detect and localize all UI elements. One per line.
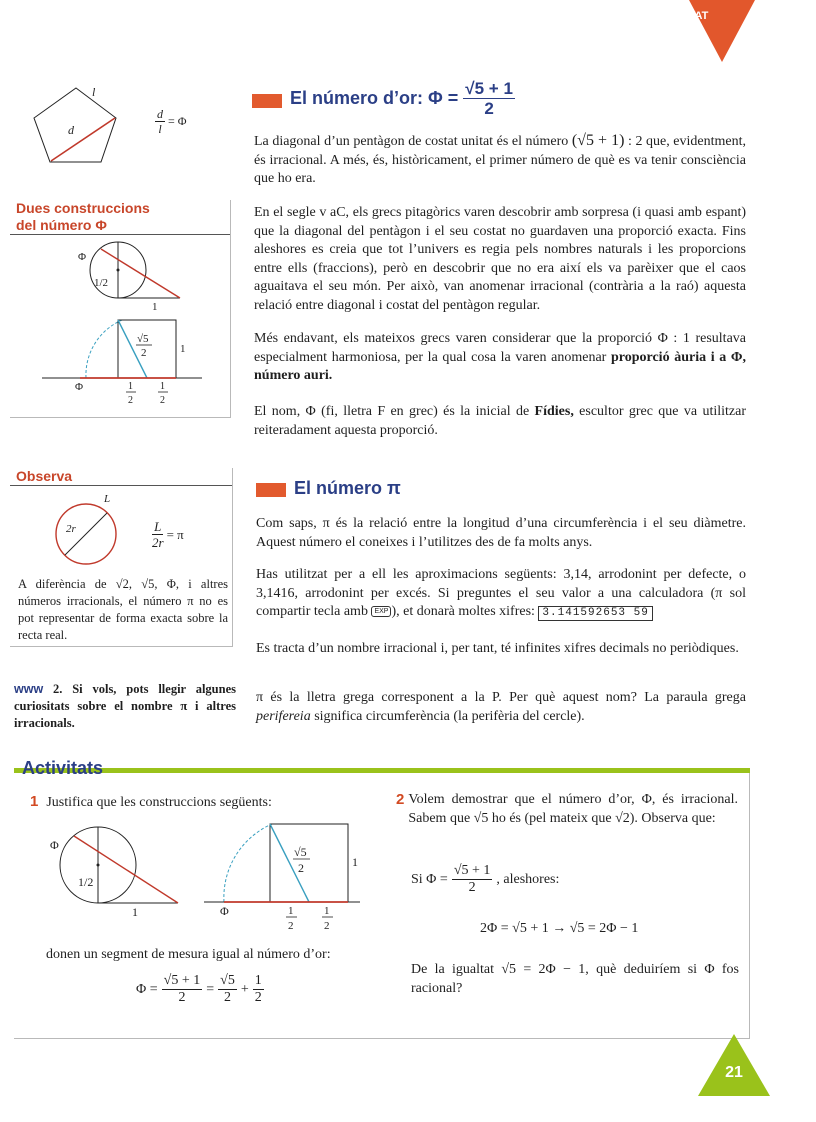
svg-text:1: 1 bbox=[132, 905, 138, 919]
construction-circle-figure bbox=[70, 236, 200, 316]
svg-text:1: 1 bbox=[160, 381, 165, 392]
svg-text:1/2: 1/2 bbox=[94, 277, 109, 289]
svg-text:Φ: Φ bbox=[50, 838, 59, 852]
pi-section-marker bbox=[256, 483, 286, 497]
observa-text: A diferència de √2, √5, Φ, i altres números irracionals, el número π no es pot representar de forma exacta sobre la recta real. bbox=[18, 577, 228, 642]
svg-text:Φ: Φ bbox=[220, 904, 229, 918]
activity-1-number: 1 bbox=[30, 793, 39, 810]
pi-paragraph-1: Com saps, π és la relació entre la longitud d’una circumferència i el seu diàmetre. Aquest número el coneixes i l’utilitzes des de fa molts anys. bbox=[256, 516, 746, 550]
activity-1-circle-figure bbox=[46, 818, 196, 926]
www-note: www 2. Si vols, pots llegir algunes curiositats sobre el nombre π i altres irracionals. bbox=[14, 682, 236, 730]
activity-1-formula: Φ = $\frac{√5 + 1}{2}$ = $\frac{√5}{2}$ + $\frac{1}{2}$ bbox=[136, 973, 262, 1005]
svg-text:1: 1 bbox=[352, 855, 358, 869]
activitats-title: Activitats bbox=[22, 758, 104, 778]
svg-text:2: 2 bbox=[298, 861, 304, 875]
activity-1-after-text: donen un segment de mesura igual al número d’or: bbox=[46, 947, 331, 962]
svg-text:1: 1 bbox=[324, 905, 330, 917]
unitat-badge bbox=[669, 0, 755, 62]
svg-text:Φ: Φ bbox=[78, 251, 87, 263]
constructions-box bbox=[10, 200, 231, 418]
section-marker bbox=[252, 94, 282, 108]
activity-2-number: 2 bbox=[396, 791, 405, 808]
construction-square-figure bbox=[40, 316, 230, 411]
svg-text:1/2: 1/2 bbox=[78, 875, 94, 889]
svg-text:2: 2 bbox=[128, 395, 133, 406]
activity-2-final: De la igualtat √5 = 2Φ − 1, què deduiríem si Φ fos racional? bbox=[411, 962, 739, 996]
activity-2-si: Si Φ = $\frac{√5 + 1}{2}$ , aleshores: bbox=[411, 863, 560, 895]
svg-text:2: 2 bbox=[288, 920, 294, 932]
pentagon-ratio: $\frac{d}{l}$ = Φ bbox=[157, 107, 187, 136]
golden-paragraph-3: Més endavant, els mateixos grecs varen considerar que la proporció Φ : 1 resultava especialment harmoniosa, per la qual cosa la varen anomenar proporció àuria i a Φ, número auri. bbox=[254, 331, 746, 383]
pentagon-side-label: l bbox=[92, 85, 96, 99]
svg-text:L: L bbox=[104, 493, 111, 505]
pentagon-diag-label: d bbox=[68, 123, 74, 137]
activity-2-equation: 2Φ = √5 + 1 → √5 = 2Φ − 1 bbox=[480, 921, 639, 936]
unitat-label: UNITAT bbox=[669, 10, 709, 22]
pi-paragraph-3: Es tracta d’un nombre irracional i, per tant, té infinites xifres decimals no periòdiques. bbox=[256, 641, 739, 656]
svg-text:Φ: Φ bbox=[75, 381, 84, 393]
activity-1-square-figure bbox=[200, 818, 370, 933]
page-number-badge bbox=[698, 1034, 770, 1096]
activity-1-text: Justifica que les construccions següents: bbox=[46, 795, 272, 810]
observa-box bbox=[10, 468, 233, 647]
observa-title-rule bbox=[10, 485, 232, 486]
exp-key: EXP bbox=[371, 606, 391, 617]
observa-title: Observa bbox=[16, 468, 73, 484]
pentagon-figure bbox=[28, 82, 138, 167]
www-label: www bbox=[14, 682, 44, 696]
pi-title: El número π bbox=[294, 478, 401, 498]
constructions-title: Dues construccions del número Φ bbox=[16, 200, 150, 233]
svg-text:1: 1 bbox=[288, 905, 294, 917]
activity-2 bbox=[396, 791, 738, 828]
svg-text:1: 1 bbox=[152, 301, 158, 313]
observa-ratio: $\frac{L}{2r}$ = π bbox=[152, 519, 184, 550]
svg-text:2r: 2r bbox=[66, 523, 76, 535]
observa-circle-figure bbox=[48, 490, 128, 570]
pi-paragraph-4: π és la lletra grega corresponent a la P. Per què aquest nom? La paraula grega perifereia significa circumferència (la perifèria del cercle). bbox=[256, 690, 746, 724]
activity-2-text: Volem demostrar que el número d’or, Φ, és irracional. Sabem que √5 ho és (pel mateix que √2). Observa que: bbox=[408, 792, 738, 826]
golden-paragraph-1: La diagonal d’un pentàgon de costat unitat és el número (√5 + 1) : 2 que, evidentment, és irracional. A més, és, històricament, el primer número de què es va tenir consciència que ho era. bbox=[254, 132, 746, 186]
activity-1 bbox=[30, 793, 390, 813]
unitat-number: 1 bbox=[684, 23, 694, 42]
svg-text:2: 2 bbox=[324, 920, 330, 932]
golden-paragraph-4: El nom, Φ (fi, lletra F en grec) és la inicial de Fídies, escultor grec que va utilitzar reiteradament aquesta proporció. bbox=[254, 404, 746, 438]
golden-paragraph-2: En el segle v aC, els grecs pitagòrics varen descobrir amb sorpresa (i quasi amb espant) que la diagonal del pentàgon i el seu costat no guardaven una proporció exacta. Fins aleshores es creia que tot l’univers es regia pels nombres naturals i les proporcions entre ells (fraccions), però en descobrir que no era així els va parèixer que el caos aguaitava el seu món. Per això, van anomenar irracional (contrària a la raó) aquesta relació entre diagonal i costat del pentàgon regular. bbox=[254, 205, 746, 313]
svg-text:1: 1 bbox=[180, 343, 186, 355]
svg-text:√5: √5 bbox=[137, 333, 149, 345]
constructions-title-rule bbox=[10, 234, 230, 235]
calculator-display: 3.141592653 59 bbox=[538, 606, 652, 621]
page-number: 21 bbox=[725, 1064, 743, 1081]
svg-text:2: 2 bbox=[141, 347, 147, 359]
golden-title: El número d’or: Φ = $\frac{√5 + 1}{2}$ bbox=[290, 79, 513, 118]
svg-text:√5: √5 bbox=[294, 845, 307, 859]
pi-paragraph-2: Has utilitzat per a ell les aproximacions següents: 3,14, arrodonint per defecte, o 3,1416, arrodonint per excés. Si preguntes el seu valor a una calculadora (π sol compartir tecla amb EXP ), et donarà moltes xifres: 3.141592653 59 bbox=[256, 567, 746, 619]
svg-text:1: 1 bbox=[128, 381, 133, 392]
svg-text:2: 2 bbox=[160, 395, 165, 406]
